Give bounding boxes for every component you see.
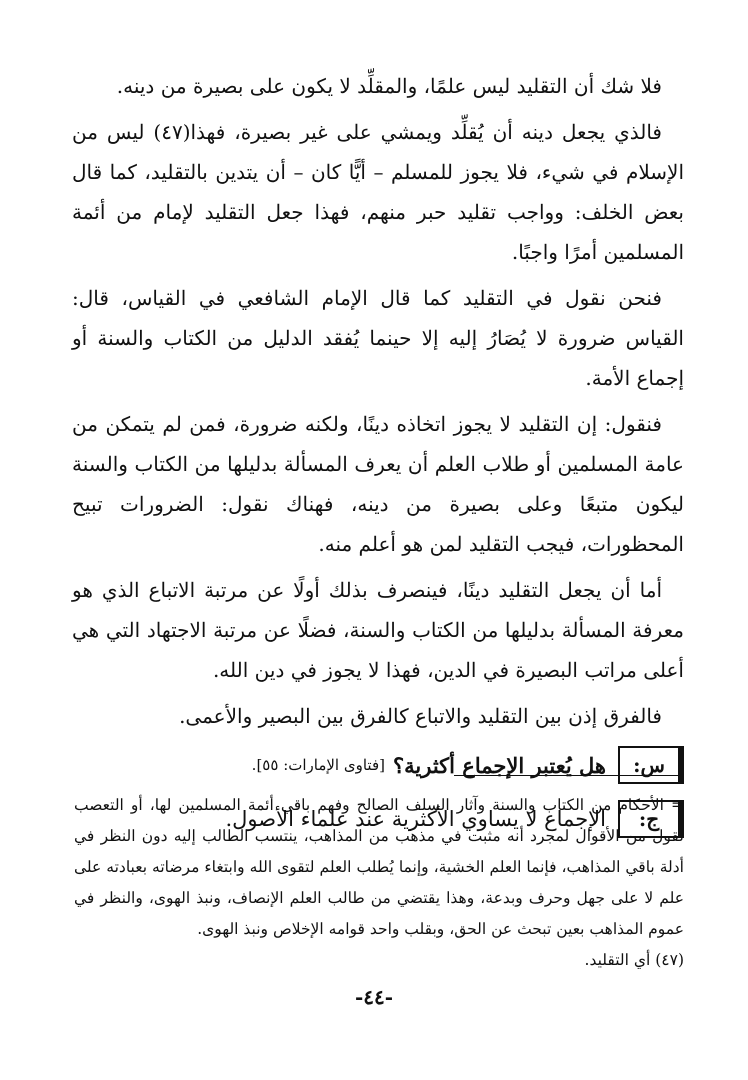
answer-label: ج: [618, 800, 684, 838]
paragraph-5: أما أن يجعل التقليد دينًا، فينصرف بذلك أولًا عن مرتبة الاتباع الذي هو معرفة المسألة بدليلها من الكتاب والسنة، فضلًا عن مرتبة الاجتهاد التي هي أعلى مراتب البصيرة في الدين، فهذا لا يجوز في دين الله. [72, 578, 684, 682]
page-number: -٤٤- [354, 985, 394, 1009]
question-reference: [فتاوى الإمارات: ٥٥]. [251, 756, 385, 774]
footnotes [74, 790, 684, 976]
question-label: س: [618, 746, 684, 784]
footnote-continuation: = الأحكام من الكتاب والسنة وآثار السلف الصالح وفهم باقي أئمة المسلمين لها، أو التعصب لقول من الأقوال لمجرد أنه مثبت في مذهب من المذاهب، ينتسب الطالب إليه دون النظر في أدلة باقي المذاهب، فإنما العلم الخشية، وإنما يُطلب العلم لتقوى الله وابتغاء مرضاته بعبادته على علم لا على جهل وحرف وبدعة، وهذا يقتضي من طالب العلم الإنصاف، ونبذ الهوى، والنظر في عموم المذاهب بعين تبحث عن الحق، وبقلب واحد قوامه الإخلاص ونبذ الهوى. [74, 796, 684, 938]
main-text [72, 66, 684, 854]
question-block [72, 746, 684, 784]
paragraph-2: فالذي يجعل دينه أن يُقلِّد ويمشي على غير بصيرة، فهذا(٤٧) ليس من الإسلام في شيء، فلا يجوز للمسلم – أيًّا كان – أن يتدين بالتقليد، كما قال بعض الخلف: وواجب تقليد حبر منهم، فهذا جعل التقليد لإمام من أئمة المسلمين أمرًا واجبًا. [72, 120, 684, 264]
paragraph-6: فالفرق إذن بين التقليد والاتباع كالفرق بين البصير والأعمى. [179, 704, 662, 728]
paragraph-3: فنحن نقول في التقليد كما قال الإمام الشافعي في القياس، قال: القياس ضرورة لا يُصَارُ إليه إلا حينما يُفقد الدليل من الكتاب والسنة أو إجماع الأمة. [72, 286, 684, 390]
answer-text: الإجماع لا يساوي الأكثرية عند علماء الأصول. [225, 807, 606, 831]
paragraph-4: فنقول: إن التقليد لا يجوز اتخاذه دينًا، ولكنه ضرورة، فمن لم يتمكن من عامة المسلمين أو طلاب العلم أن يعرف المسألة بدليلها من الكتاب والسنة ليكون متبعًا وعلى بصيرة من دينه، فهناك نقول: الضرورات تبيح المحظورات، فيجب التقليد لمن هو أعلم منه. [72, 412, 684, 556]
footnote-divider [454, 775, 684, 776]
paragraph-1: فلا شك أن التقليد ليس علمًا، والمقلِّد لا يكون على بصيرة من دينه. [116, 74, 662, 98]
footnote-47: (٤٧) أي التقليد. [584, 951, 684, 969]
question-text: هل يُعتبر الإجماع أكثرية؟ [392, 752, 606, 778]
